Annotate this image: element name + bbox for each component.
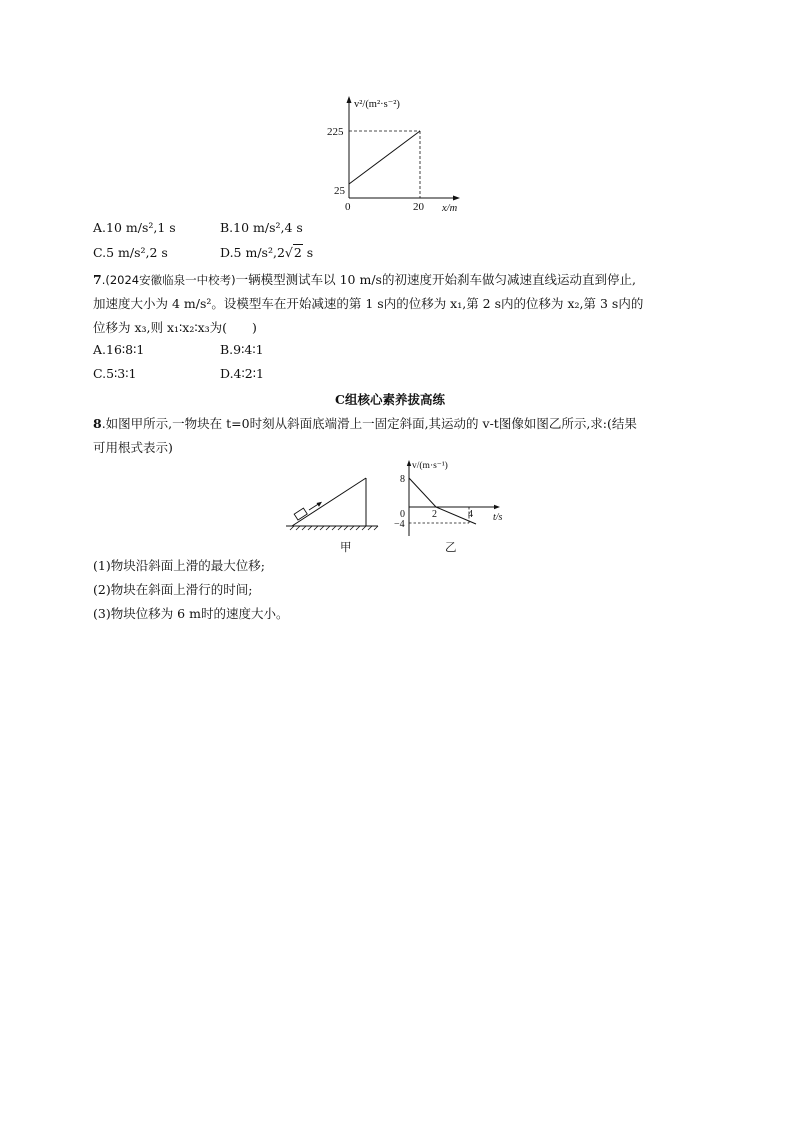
q7-option-c: C.5∶3∶1 <box>93 366 137 381</box>
q7-text-line3: 位移为 x₃,则 x₁∶x₂∶x₃为( ) <box>93 320 257 335</box>
q8-text-line1: .如图甲所示,一物块在 t=0时刻从斜面底端滑上一固定斜面,其运动的 v-t图像如图乙所示,求:(结果 <box>101 416 637 431</box>
vt-graph-y-tick-neg4: −4 <box>394 519 405 530</box>
q6-option-c: C.5 m/s²,2 s <box>93 245 168 260</box>
q8-sub3: (3)物块位移为 6 m时的速度大小。 <box>93 606 289 621</box>
q7-option-b: B.9∶4∶1 <box>220 342 264 357</box>
sqrt-symbol: √2 <box>284 245 302 260</box>
v2-graph-x-label: x/m <box>442 203 458 214</box>
block <box>294 508 307 520</box>
v2-x-graph <box>325 92 475 216</box>
q7-option-a: A.16∶8∶1 <box>93 342 145 357</box>
q6-option-d-suffix: s <box>302 245 314 260</box>
q8-line1 <box>93 414 637 432</box>
v2-graph-data-line <box>349 131 420 184</box>
q8-sub1: (1)物块沿斜面上滑的最大位移; <box>93 558 265 573</box>
vt-graph-origin: 0 <box>400 509 405 520</box>
vt-graph-x-label: t/s <box>493 512 503 523</box>
vt-graph-x-tick-2: 2 <box>432 509 437 520</box>
v2-graph-x-arrow <box>453 196 460 201</box>
v2-graph-y-tick-225: 225 <box>327 126 344 138</box>
q6-option-d-prefix: D.5 m/s²,2 <box>220 245 285 260</box>
q6-option-a: A.10 m/s²,1 s <box>93 220 176 235</box>
section-c-heading: C组核心素养拔高练 <box>335 392 445 407</box>
incline-slope <box>292 478 366 526</box>
v2-graph-y-tick-25: 25 <box>334 185 345 197</box>
velocity-arrow-head <box>317 502 323 507</box>
vt-graph-y-tick-8: 8 <box>400 474 405 485</box>
q6-option-d-radicand: 2 <box>293 245 302 260</box>
figure-jia-label: 甲 <box>340 540 352 554</box>
vt-graph-y-arrow <box>407 460 411 466</box>
vt-graph-segment-up <box>409 478 436 507</box>
q8-number: 8 <box>93 416 102 431</box>
q7-option-d: D.4∶2∶1 <box>220 366 264 381</box>
q8-text-line2: 可用根式表示) <box>93 440 173 455</box>
q7-line1 <box>93 270 636 288</box>
q7-text-line2: 加速度大小为 4 m/s²。设模型车在开始减速的第 1 s内的位移为 x₁,第 2 s内的位移为 x₂,第 3 s内的 <box>93 296 644 311</box>
vt-graph-x-arrow <box>494 505 500 509</box>
vt-graph-y-label: v/(m·s⁻¹) <box>412 461 448 471</box>
vt-graph-x-tick-4: 4 <box>468 509 473 520</box>
q6-option-d <box>220 245 313 260</box>
v2-graph-y-label: v²/(m²·s⁻²) <box>354 99 400 110</box>
q7-source: .(2024安徽临泉一中校考) <box>101 273 236 287</box>
v2-graph-y-arrow <box>347 96 352 103</box>
v2-graph-x-tick-20: 20 <box>413 201 424 213</box>
q7-number: 7 <box>93 272 102 287</box>
q6-option-b: B.10 m/s²,4 s <box>220 220 303 235</box>
incline-figure <box>282 472 382 540</box>
v2-graph-origin: 0 <box>345 201 351 213</box>
incline-hatching <box>290 526 378 530</box>
q7-text-line1: 一辆模型测试车以 10 m/s的初速度开始刹车做匀减速直线运动直到停止, <box>235 272 636 287</box>
q8-sub2: (2)物块在斜面上滑行的时间; <box>93 582 253 597</box>
figure-yi-label: 乙 <box>445 540 457 554</box>
vt-graph <box>392 454 512 540</box>
